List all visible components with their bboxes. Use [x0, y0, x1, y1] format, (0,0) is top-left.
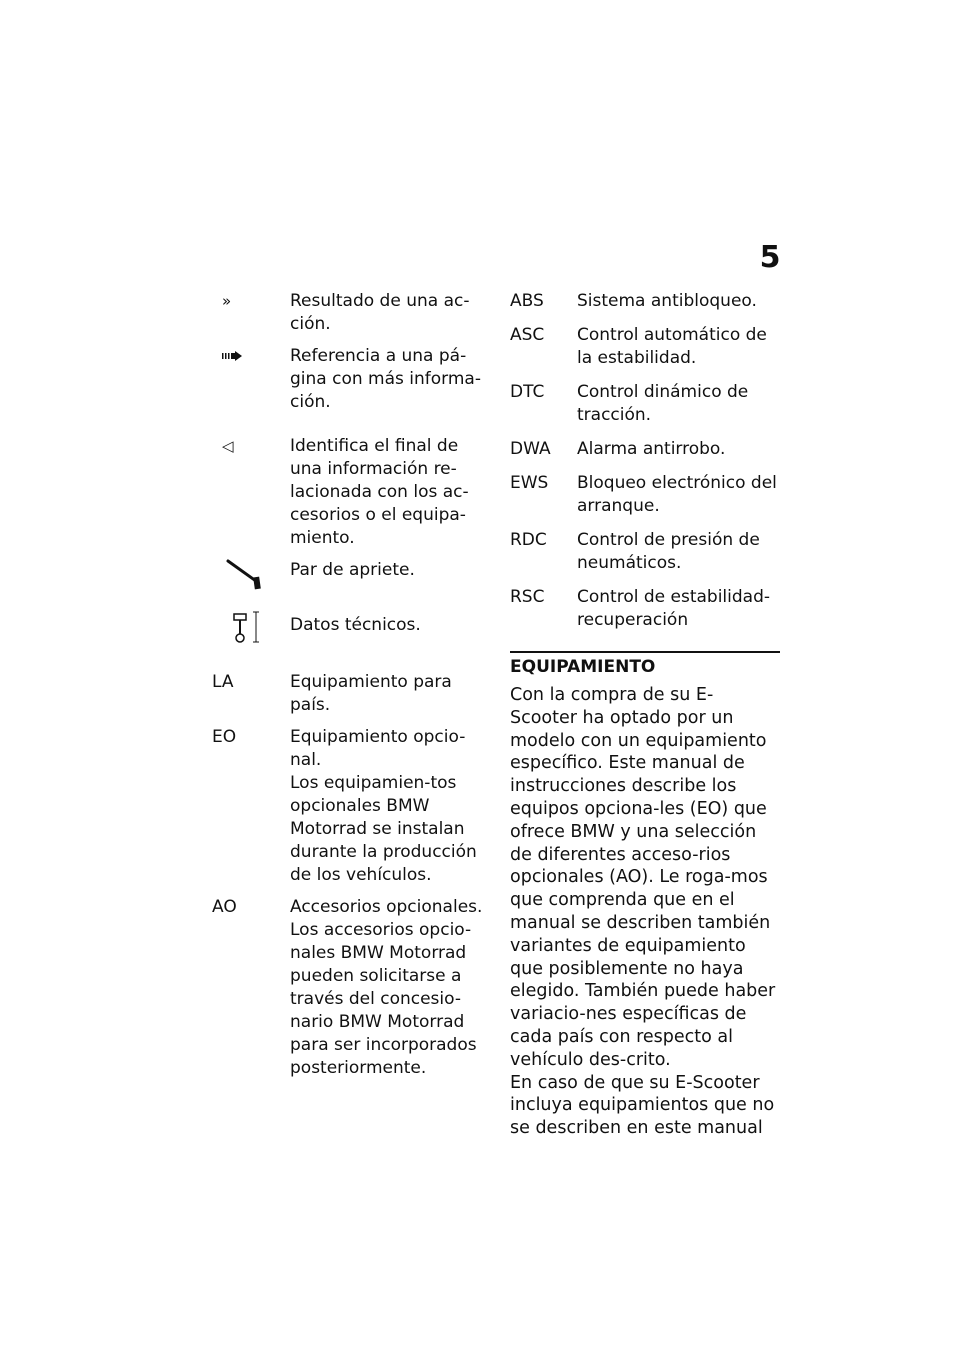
abbreviation-code: EWS [510, 473, 549, 493]
symbol-row [212, 559, 490, 605]
equipment-description: Accesorios opcionales. [290, 897, 483, 917]
abbreviation-code: ASC [510, 325, 545, 345]
symbol-row [212, 345, 490, 426]
abbreviation-description: Sistema antibloqueo. [577, 291, 757, 311]
abbreviation-description: Control de presión de neumáticos. [577, 530, 760, 573]
end-triangle-icon: ◁ [222, 437, 234, 455]
symbols-column [212, 290, 490, 1080]
symbol-description: Resultado de una ac-ción. [290, 291, 470, 334]
symbol-row [212, 435, 490, 550]
abbreviation-code: DTC [510, 382, 545, 402]
equipment-description: Equipamiento para país. [290, 672, 452, 715]
abbreviation-code: DWA [510, 439, 551, 459]
equipment-code-row [212, 671, 490, 717]
technical-data-icon [212, 614, 290, 660]
abbreviation-description: Alarma antirrobo. [577, 439, 726, 459]
equipment-description: Equipamiento opcio-nal. [290, 727, 466, 770]
abbreviation-row [510, 472, 780, 518]
abbreviation-row [510, 324, 780, 370]
equipment-entry [290, 896, 490, 1080]
equipment-code: AO [212, 897, 237, 917]
equipment-code: EO [212, 727, 237, 747]
section-paragraph: En caso de que su E-Scooter incluya equipamientos que no se describen en este manual [510, 1072, 775, 1139]
page-number: 5 [759, 240, 781, 275]
equipment-code: LA [212, 672, 234, 692]
section-divider [510, 651, 780, 653]
abbreviations-column [510, 290, 780, 1140]
abbreviation-row [510, 290, 780, 313]
symbol-description: Referencia a una pá-gina con más informa-ción. [290, 346, 481, 412]
abbreviation-code: RDC [510, 530, 547, 550]
torque-wrench-icon [212, 559, 290, 605]
symbol-description: Identifica el final de una información re-lacionada con los ac-cesorios o el equipa-miento. [290, 436, 469, 548]
abbreviation-row [510, 529, 780, 575]
section-paragraph: Con la compra de su E-Scooter ha optado por un modelo con un equipamiento específico. Este manual de instrucciones describe los equipos opciona-les (EO) que ofrece BMW y una selección de diferentes acceso-rios opcionales (AO). Le roga-mos que comprenda que en el manual se describen también variantes de equipamiento que posiblemente no haya elegido. También puede haber variacio-nes específicas de cada país con respecto al vehículo des-crito. [510, 685, 776, 1070]
equipment-code-row [212, 726, 490, 887]
symbol-row [212, 614, 490, 660]
page-reference-arrow-icon [212, 345, 290, 426]
symbol-description: Par de apriete. [290, 560, 415, 580]
symbol-row [212, 290, 490, 336]
abbreviation-row [510, 586, 780, 632]
equipment-code-row [212, 896, 490, 1080]
abbreviation-code: ABS [510, 291, 544, 311]
section-heading: EQUIPAMIENTO [510, 657, 656, 677]
abbreviation-code: RSC [510, 587, 545, 607]
abbreviation-description: Bloqueo electrónico del arranque. [577, 473, 777, 516]
abbreviation-description: Control automático de la estabilidad. [577, 325, 767, 368]
abbreviation-description: Control de estabilidad-recuperación [577, 587, 771, 630]
equipment-entry [290, 726, 490, 887]
symbol-description: Datos técnicos. [290, 615, 421, 635]
equipment-detail: Los equipamien-tos opcionales BMW Motorrad se instalan durante la producción de los vehículos. [290, 773, 477, 885]
double-chevron-icon: » [222, 292, 232, 310]
abbreviation-row [510, 381, 780, 427]
equipment-detail: Los accesorios opcio-nales BMW Motorrad pueden solicitarse a través del concesio-nario BMW Motorrad para ser incorporados posteriormente. [290, 920, 477, 1078]
abbreviation-row [510, 438, 780, 461]
abbreviation-description: Control dinámico de tracción. [577, 382, 749, 425]
